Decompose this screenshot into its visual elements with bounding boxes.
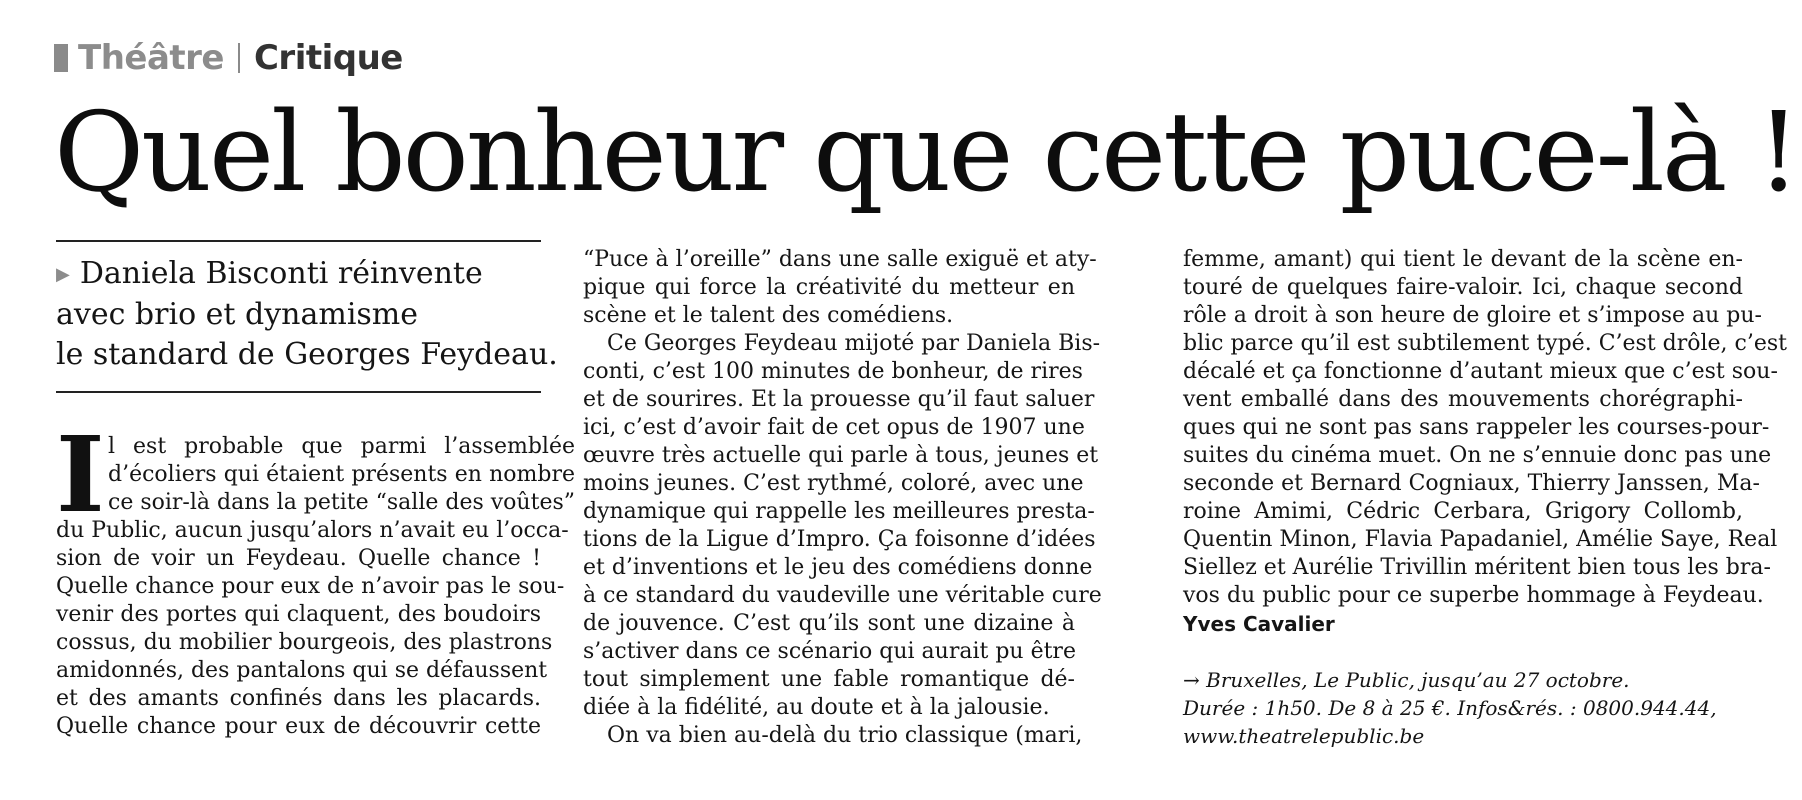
kicker-separator: [238, 43, 240, 73]
text-line: diée à la fidélité, au doute et à la jalousie.: [583, 695, 1050, 720]
text-line: ici, c’est d’avoir fait de cet opus de 1907 une: [583, 415, 1085, 440]
info-line: Durée : 1h50. De 8 à 25 €. Infos&rés. : 0800.944.44,: [1183, 696, 1717, 720]
text-line: Quelle chance pour eux de n’avoir pas le sou-: [56, 574, 565, 599]
text-line: Siellez et Aurélie Trivillin méritent bien tous les bra-: [1183, 555, 1771, 580]
author-byline: Yves Cavalier: [1183, 612, 1335, 636]
info-line: → Bruxelles, Le Public, jusqu’au 27 octobre.: [1183, 668, 1630, 692]
column-1: [56, 240, 575, 741]
lede-line: Daniela Bisconti réinvente: [79, 256, 483, 291]
lede: [56, 254, 558, 375]
text-line: Quelle chance pour eux de découvrir cette: [56, 714, 541, 739]
text-line: blic parce qu’il est subtilement typé. C’est drôle, c’est: [1183, 331, 1788, 356]
text-line: On va bien au-delà du trio classique (mari,: [607, 723, 1083, 748]
text-line: et d’inventions et le jeu des comédiens donne: [583, 555, 1093, 580]
text-line: scène et le talent des comédiens.: [583, 303, 954, 328]
section-label: Théâtre: [78, 38, 224, 78]
subsection-label: Critique: [253, 38, 403, 78]
text-line: “Puce à l’oreille” dans une salle exiguë et aty-: [583, 247, 1097, 272]
headline: Quel bonheur que cette puce-là !: [54, 88, 1798, 216]
lede-bottom-rule: [56, 391, 541, 393]
text-line: suites du cinéma muet. On ne s’ennuie donc pas une: [1183, 443, 1772, 468]
section-square-icon: [54, 44, 68, 72]
column-3: [1183, 246, 1788, 750]
lede-line: avec brio et dynamisme: [56, 297, 419, 332]
website-link[interactable]: www.theatrelepublic.be: [1183, 724, 1425, 748]
text-line: sion de voir un Feydeau. Quelle chance !: [56, 546, 541, 571]
text-line: femme, amant) qui tient le devant de la scène en-: [1183, 247, 1743, 272]
text-line: pique qui force la créativité du metteur en: [583, 275, 1075, 300]
text-line: à ce standard du vaudeville une véritable cure: [583, 583, 1102, 608]
text-line: Quentin Minon, Flavia Papadaniel, Amélie Saye, Real: [1183, 527, 1778, 552]
text-line: de jouvence. C’est qu’ils sont une dizaine à: [583, 611, 1075, 636]
text-line: moins jeunes. C’est rythmé, coloré, avec une: [583, 471, 1084, 496]
lede-top-rule: [56, 240, 541, 242]
text-line: roine Amimi, Cédric Cerbara, Grigory Collomb,: [1183, 499, 1743, 524]
text-line: tout simplement une fable romantique dé-: [583, 667, 1075, 692]
text-line: conti, c’est 100 minutes de bonheur, de rires: [583, 359, 1083, 384]
text-line: venir des portes qui claquent, des boudoirs: [56, 602, 541, 627]
text-line: Ce Georges Feydeau mijoté par Daniela Bis-: [607, 331, 1101, 356]
text-line: ques qui ne sont pas sans rappeler les courses-pour-: [1183, 415, 1770, 440]
text-line: d’écoliers qui étaient présents en nombre: [108, 462, 575, 487]
column-1-text: [56, 413, 575, 741]
column-2: [583, 246, 1102, 750]
text-line: vent emballé dans des mouvements chorégraphi-: [1183, 387, 1743, 412]
text-line: seconde et Bernard Cogniaux, Thierry Janssen, Ma-: [1183, 471, 1760, 496]
text-line: amidonnés, des pantalons qui se défaussent: [56, 658, 548, 683]
show-info: [1183, 666, 1743, 750]
section-kicker: [54, 38, 403, 78]
drop-cap: I: [56, 413, 105, 536]
text-line: vos du public pour ce superbe hommage à Feydeau.: [1183, 583, 1764, 608]
text-line: décalé et ça fonctionne d’autant mieux que c’est sou-: [1183, 359, 1778, 384]
text-line: et de sourires. Et la prouesse qu’il faut saluer: [583, 387, 1095, 412]
text-line: et des amants confinés dans les placards.: [56, 686, 541, 711]
text-line: tions de la Ligue d’Impro. Ça foisonne d’idées: [583, 527, 1096, 552]
text-line: rôle a droit à son heure de gloire et s’impose au pu-: [1183, 303, 1762, 328]
text-line: du Public, aucun jusqu’alors n’avait eu l’occa-: [56, 518, 569, 543]
text-line: s’activer dans ce scénario qui aurait pu être: [583, 639, 1076, 664]
text-line: dynamique qui rappelle les meilleures presta-: [583, 499, 1095, 524]
triangle-bullet-icon: ▶: [56, 264, 70, 285]
text-line: cossus, du mobilier bourgeois, des plastrons: [56, 630, 553, 655]
text-line: l est probable que parmi l’assemblée: [108, 434, 575, 459]
text-line: œuvre très actuelle qui parle à tous, jeunes et: [583, 443, 1099, 468]
lede-line: le standard de Georges Feydeau.: [56, 337, 558, 372]
text-line: ce soir-là dans la petite “salle des voûtes”: [108, 490, 575, 515]
text-line: touré de quelques faire-valoir. Ici, chaque second: [1183, 275, 1743, 300]
